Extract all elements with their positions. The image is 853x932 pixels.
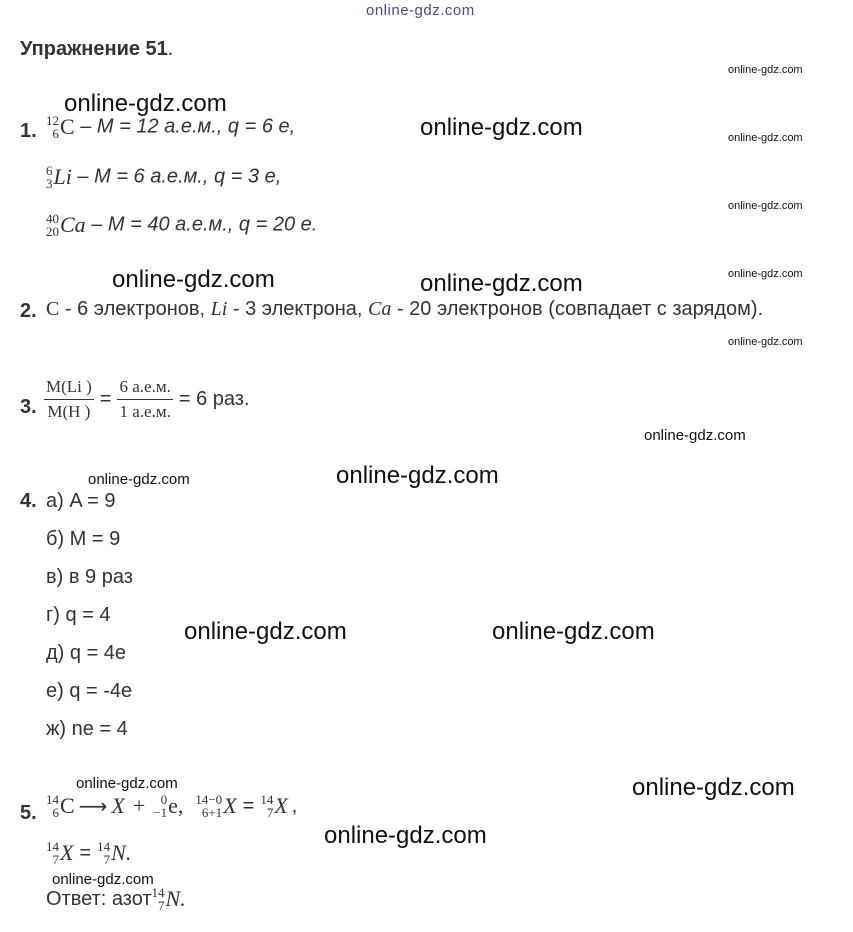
watermark-big: online-gdz.com	[324, 822, 487, 849]
item-4-line: б) M = 9	[46, 528, 121, 550]
item-4-line: а) A = 9	[46, 490, 116, 512]
item-3-formula: $\frac{M(Li )}{M(H )}$ = $\frac{6 а.е.м.}{1 а.е.м.}$ = 6 раз.	[46, 377, 250, 421]
item-3-number: 3.	[20, 396, 37, 418]
watermark-small: online-gdz.com	[728, 336, 803, 348]
item-5-number: 5.	[20, 802, 37, 824]
item-4-line: е) q = -4e	[46, 680, 133, 702]
item-1-line-1: 12 6 C – M = 12 а.е.м., q = 6 e,	[46, 113, 296, 141]
item-5-reaction: 14 6 C ⟶ X + 0 −1 e, 14−0 6+1 X = 14 7 X ,	[46, 792, 298, 820]
item-4-line: ж) ne = 4	[46, 718, 128, 740]
watermark-small: online-gdz.com	[728, 200, 803, 212]
watermark-top: online-gdz.com	[366, 2, 475, 19]
item-2-text: C - 6 электронов, Li - 3 электрона, Ca - 20 электронов (совпадает с зарядом).	[46, 298, 764, 320]
watermark-small: online-gdz.com	[728, 132, 803, 144]
reaction-arrow-icon: ⟶	[78, 794, 108, 818]
nuclide-carbon-14: 14 6 C	[46, 792, 75, 820]
item-2-number: 2.	[20, 300, 37, 322]
nuclide-lithium: 6 3 Li	[46, 163, 72, 191]
watermark-big: online-gdz.com	[112, 266, 275, 293]
watermark-big: online-gdz.com	[420, 270, 583, 297]
nuclide-calcium: 40 20 Ca	[46, 211, 86, 239]
watermark-mid: online-gdz.com	[76, 775, 178, 792]
nuclide-carbon: 12 6 C	[46, 113, 75, 141]
nuclide-x-7: 14 7 X	[46, 839, 74, 867]
title-dot: .	[167, 38, 174, 60]
item-4-line: г) q = 4	[46, 604, 111, 626]
nuclide-nitrogen: 14 7 N.	[97, 839, 132, 867]
item-4-line: д) q = 4e	[46, 642, 127, 664]
nuclide-x-calc: 14−0 6+1 X	[195, 792, 237, 820]
nuclide-nitrogen-answer: 14 7 N.	[151, 885, 186, 913]
watermark-small: online-gdz.com	[728, 268, 803, 280]
nuclide-x-result: 14 7 X	[260, 792, 288, 820]
item-5-line-2: 14 7 X = 14 7 N.	[46, 839, 132, 867]
watermark-small: online-gdz.com	[728, 64, 803, 76]
watermark-big: online-gdz.com	[492, 618, 655, 645]
watermark-big: online-gdz.com	[420, 114, 583, 141]
item-4-number: 4.	[20, 490, 37, 512]
fraction-mass-ratio: $\frac{M(Li )}{M(H )}$	[46, 377, 92, 421]
item-1-number: 1.	[20, 120, 37, 142]
item-1-line-3: 40 20 Ca – M = 40 а.е.м., q = 20 e.	[46, 211, 318, 239]
watermark-big: online-gdz.com	[184, 618, 347, 645]
item-5-answer: Ответ: азот 14 7 N.	[46, 885, 186, 913]
watermark-mid: online-gdz.com	[52, 871, 154, 888]
title-text: Упражнение 51	[20, 38, 168, 60]
page-title	[20, 38, 173, 61]
watermark-mid: online-gdz.com	[644, 427, 746, 444]
watermark-big: online-gdz.com	[64, 90, 227, 117]
fraction-amu-ratio: $\frac{6 а.е.м.}{1 а.е.м.}$	[119, 377, 171, 421]
watermark-big: online-gdz.com	[632, 774, 795, 801]
nuclide-electron: 0 −1 e,	[153, 792, 184, 820]
watermark-mid: online-gdz.com	[88, 471, 190, 488]
watermark-big: online-gdz.com	[336, 462, 499, 489]
item-4-line: в) в 9 раз	[46, 566, 133, 588]
item-1-line-2: 6 3 Li – M = 6 а.е.м., q = 3 e,	[46, 163, 282, 191]
